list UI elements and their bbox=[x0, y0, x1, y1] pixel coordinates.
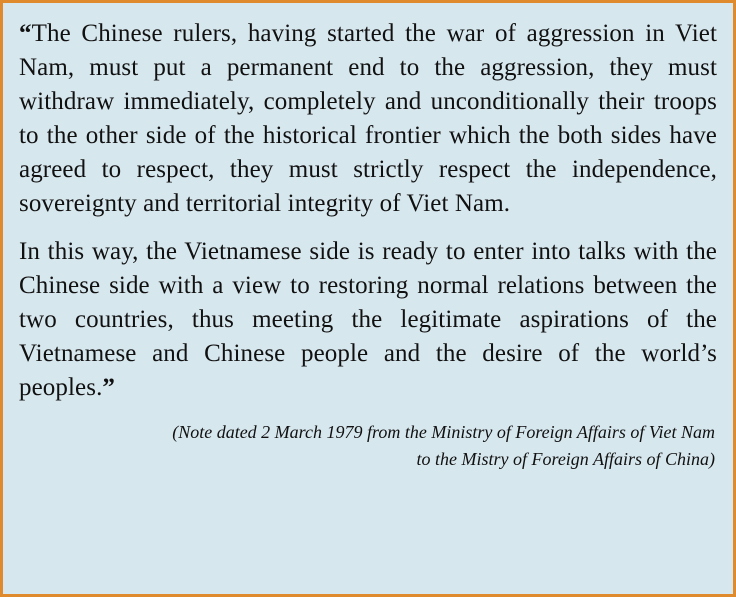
quote-paragraph-2 bbox=[19, 235, 717, 405]
quote-paragraph-1 bbox=[19, 17, 717, 221]
attribution bbox=[19, 419, 717, 473]
quote-paragraph-2-text: In this way, the Vietnamese side is ready to enter into talks with the Chinese side with a view to restoring normal relations between the two countries, thus meeting the legitimate aspirations of the Vietnamese and Chinese people and the desire of the world’s peoples. bbox=[19, 238, 717, 401]
quote-paragraph-1-text: The Chinese rulers, having started the war of aggression in Viet Nam, must put a permanent end to the aggression, they must withdraw immediately, completely and unconditionally their troops to the other side of the historical frontier which the both sides have agreed to respect, they must strictly respect the independence, sovereignty and territorial integrity of Viet Nam. bbox=[19, 20, 717, 217]
attribution-line-1: (Note dated 2 March 1979 from the Ministry of Foreign Affairs of Viet Nam bbox=[172, 422, 715, 442]
close-quote-mark: ” bbox=[102, 374, 116, 401]
attribution-line-2: to the Mistry of Foreign Affairs of China) bbox=[416, 449, 715, 469]
open-quote-mark: “ bbox=[19, 20, 32, 47]
